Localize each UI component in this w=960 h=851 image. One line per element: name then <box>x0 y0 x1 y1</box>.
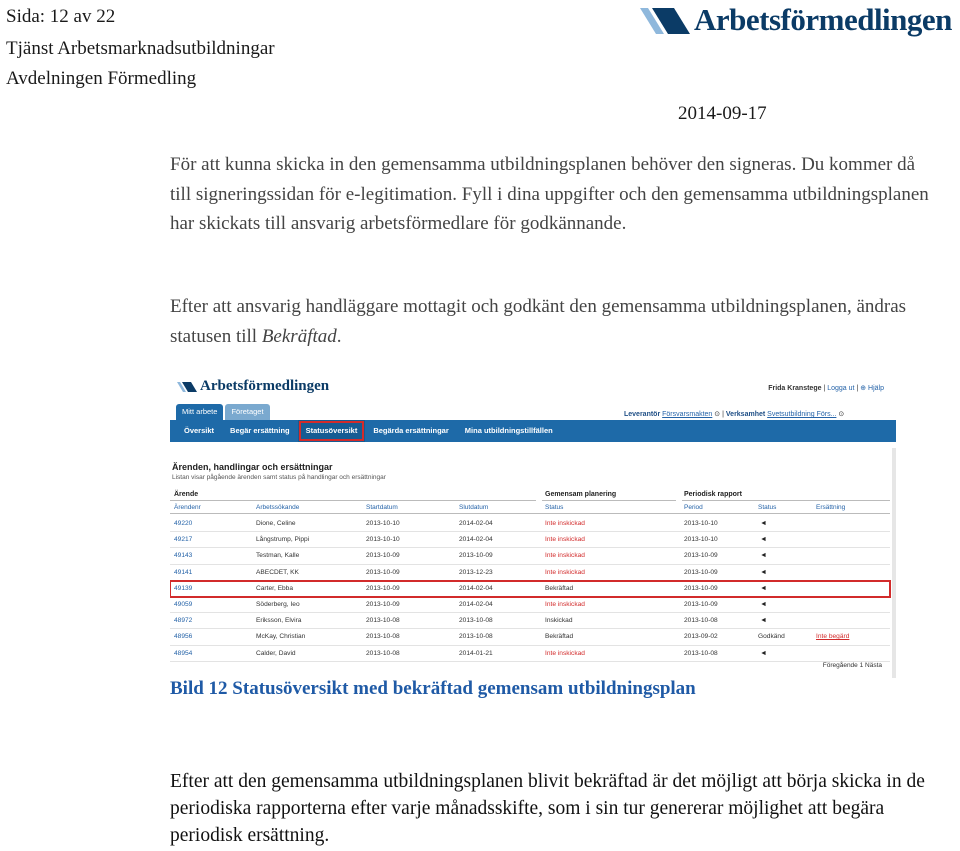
start-date: 2013-10-08 <box>366 633 400 641</box>
pagination[interactable]: Föregående 1 Nästa <box>822 662 882 669</box>
table-row[interactable] <box>170 532 890 548</box>
logo-mark-icon <box>176 381 198 393</box>
column-period[interactable]: Period <box>684 504 703 511</box>
end-date: 2013-10-08 <box>459 617 493 625</box>
applicant-name: Eriksson, Elvira <box>256 617 302 625</box>
start-date: 2013-10-10 <box>366 536 400 544</box>
supplier-label: Leverantör <box>624 411 661 418</box>
applicant-name: Dione, Celine <box>256 520 296 527</box>
screenshot-logo-text: Arbetsförmedlingen <box>200 378 330 394</box>
report-status[interactable]: ◄ <box>760 536 767 544</box>
payment-status[interactable]: Inte begärd <box>816 633 850 641</box>
report-period: 2013-10-10 <box>684 536 718 544</box>
nav-statusoversikt[interactable]: Statusöversikt <box>298 420 366 442</box>
applicant-name: Testman, Kalle <box>256 552 300 560</box>
end-date: 2014-02-04 <box>459 536 493 544</box>
start-date: 2013-10-09 <box>366 568 400 576</box>
section-title: Ärenden, handlingar och ersättningar <box>172 462 333 472</box>
start-date: 2013-10-09 <box>366 552 400 560</box>
tab-mitt-arbete[interactable]: Mitt arbete <box>176 404 223 420</box>
report-status[interactable]: ◄ <box>760 649 767 657</box>
dropdown-icon[interactable]: ⊙ <box>714 411 721 418</box>
end-date: 2014-01-21 <box>459 649 493 657</box>
group-divider <box>542 500 676 501</box>
user-name: Frida Kranstege <box>768 385 822 392</box>
report-status[interactable]: Godkänd <box>758 633 785 641</box>
arbetsformedlingen-logo <box>638 2 960 42</box>
tab-foretaget[interactable]: Företaget <box>225 404 269 420</box>
column-plan-status[interactable]: Status <box>545 504 564 511</box>
report-period: 2013-10-09 <box>684 584 718 592</box>
end-date: 2014-02-04 <box>459 520 493 527</box>
case-number-link[interactable]: 49217 <box>174 536 193 544</box>
report-period: 2013-10-10 <box>684 520 718 527</box>
column-arbetssokande[interactable]: Arbetssökande <box>256 504 300 511</box>
group-periodisk-rapport: Periodisk rapport <box>684 491 742 498</box>
paragraph-periodic-reports: Efter att den gemensamma utbildningsplanen blivit bekräftad är det möjligt att börja skicka in de periodiska rapporterna efter varje månadsskifte, som i sin tur genererar möjlighet att begära periodisk ersättning. <box>170 771 925 846</box>
column-arendenr[interactable]: Ärendenr <box>174 504 201 511</box>
logo-text: Arbetsförmedlingen <box>694 2 952 37</box>
report-period: 2013-10-08 <box>684 617 718 625</box>
separator: | <box>823 385 826 392</box>
dropdown-icon[interactable]: ⊙ <box>838 411 845 418</box>
column-report-status[interactable]: Status <box>758 504 777 511</box>
nav-oversikt[interactable]: Översikt <box>184 426 215 435</box>
case-number-link[interactable]: 49059 <box>174 601 193 608</box>
report-status[interactable]: ◄ <box>760 552 767 560</box>
main-nav <box>170 420 896 442</box>
end-date: 2013-10-08 <box>459 633 493 641</box>
start-date: 2013-10-09 <box>366 584 400 592</box>
group-arende: Ärende <box>174 491 199 498</box>
applicant-name: ABECDET, KK <box>256 568 299 576</box>
report-period: 2013-10-08 <box>684 649 718 657</box>
start-date: 2013-10-08 <box>366 649 400 657</box>
start-date: 2013-10-10 <box>366 520 400 527</box>
logout-link[interactable]: Logga ut <box>827 385 855 392</box>
document-date: 2014-09-17 <box>678 103 767 124</box>
plan-status[interactable]: Bekräftad <box>545 584 574 592</box>
report-status[interactable]: ◄ <box>760 520 767 527</box>
plan-status[interactable]: Bekräftad <box>545 633 574 641</box>
paragraph-signing: För att kunna skicka in den gemensamma utbildningsplanen behöver den signeras. Du kommer då till signeringssidan för e-legitimation. Fyll i dina uppgifter och den gemensamma utbildningsplanen har skickats till ansvarig arbetsförmedlare för godkännande. <box>170 154 929 234</box>
separator: | <box>722 411 724 418</box>
group-divider <box>682 500 890 501</box>
paragraph-status-end: . <box>336 325 342 347</box>
business-label: Verksamhet <box>725 411 766 418</box>
supplier-value[interactable]: Försvarsmakten <box>662 411 713 418</box>
report-period: 2013-10-09 <box>684 568 718 576</box>
help-icon[interactable]: ⊕ <box>860 385 867 392</box>
nav-begar-ersattning[interactable]: Begär ersättning <box>230 426 290 435</box>
column-ersattning[interactable]: Ersättning <box>816 504 846 511</box>
group-gemensam-planering: Gemensam planering <box>545 491 617 498</box>
table-row[interactable] <box>170 565 890 581</box>
table-row[interactable] <box>170 597 890 613</box>
applicant-name: Långstrump, Pippi <box>256 536 310 544</box>
applicant-name: Söderberg, Ieo <box>256 601 300 608</box>
embedded-screenshot <box>170 372 896 678</box>
status-term: Bekräftad <box>261 325 337 347</box>
table-row-highlighted[interactable] <box>170 581 890 597</box>
page-number: Sida: 12 av 22 <box>6 6 116 27</box>
case-number-link[interactable]: 49141 <box>174 568 193 576</box>
service-name: Tjänst Arbetsmarknadsutbildningar <box>6 38 275 59</box>
report-status[interactable]: ◄ <box>760 601 767 608</box>
nav-mina-utbildningstillfallen[interactable]: Mina utbildningstillfällen <box>464 426 553 435</box>
start-date: 2013-10-08 <box>366 617 400 625</box>
group-divider <box>170 500 536 501</box>
header-divider <box>170 513 890 514</box>
plan-status[interactable]: Inte inskickad <box>545 536 585 544</box>
case-number-link[interactable]: 49220 <box>174 520 193 527</box>
section-subtitle: Listan visar pågående ärenden samt status på handlingar och ersättningar <box>172 474 386 481</box>
business-value[interactable]: Svetsutbildning Förs... <box>767 411 837 418</box>
table-row[interactable] <box>170 629 890 645</box>
table-row[interactable] <box>170 613 890 629</box>
table-row[interactable] <box>170 516 890 532</box>
top-tabs <box>176 404 270 420</box>
column-slutdatum[interactable]: Slutdatum <box>459 504 489 511</box>
report-status[interactable]: ◄ <box>760 617 767 625</box>
help-link[interactable]: Hjälp <box>868 385 884 392</box>
user-bar <box>768 384 884 392</box>
table-row[interactable] <box>170 548 890 564</box>
plan-status[interactable]: Inskickad <box>545 617 573 625</box>
logo-mark-icon <box>638 6 692 36</box>
context-selector <box>624 410 844 418</box>
case-number-link[interactable]: 48956 <box>174 633 193 641</box>
plan-status[interactable]: Inte inskickad <box>545 649 585 657</box>
report-status[interactable]: ◄ <box>760 568 767 576</box>
scrollbar-edge <box>892 448 896 678</box>
paragraph-status-text: Efter att ansvarig handläggare mottagit och godkänt den gemensamma utbildningsplanen, ändras statusen till <box>170 296 907 347</box>
end-date: 2014-02-04 <box>459 584 493 592</box>
paragraph-status <box>170 292 930 351</box>
start-date: 2013-10-09 <box>366 601 400 608</box>
plan-status[interactable]: Inte inskickad <box>545 552 585 560</box>
applicant-name: McKay, Christian <box>256 633 306 641</box>
report-period: 2013-10-09 <box>684 552 718 560</box>
figure-caption: Bild 12 Statusöversikt med bekräftad gemensam utbildningsplan <box>170 678 696 699</box>
end-date: 2013-12-23 <box>459 568 493 576</box>
nav-begarda-ersattningar[interactable]: Begärda ersättningar <box>373 426 449 435</box>
report-period: 2013-10-09 <box>684 601 718 608</box>
end-date: 2014-02-04 <box>459 601 493 608</box>
report-status[interactable]: ◄ <box>760 584 767 592</box>
table-row[interactable] <box>170 646 890 662</box>
separator: | <box>856 385 859 392</box>
end-date: 2013-10-09 <box>459 552 493 560</box>
applicant-name: Calder, David <box>256 649 296 657</box>
report-period: 2013-09-02 <box>684 633 718 641</box>
column-startdatum[interactable]: Startdatum <box>366 504 398 511</box>
plan-status[interactable]: Inte inskickad <box>545 601 585 608</box>
case-number-link[interactable]: 49139 <box>174 584 193 592</box>
applicant-name: Carter, Ebba <box>256 584 294 592</box>
plan-status[interactable]: Inte inskickad <box>545 568 585 576</box>
department-name: Avdelningen Förmedling <box>6 68 197 89</box>
plan-status[interactable]: Inte inskickad <box>545 520 585 527</box>
case-number-link[interactable]: 48972 <box>174 617 193 625</box>
case-number-link[interactable]: 48954 <box>174 649 193 657</box>
case-number-link[interactable]: 49143 <box>174 552 193 560</box>
